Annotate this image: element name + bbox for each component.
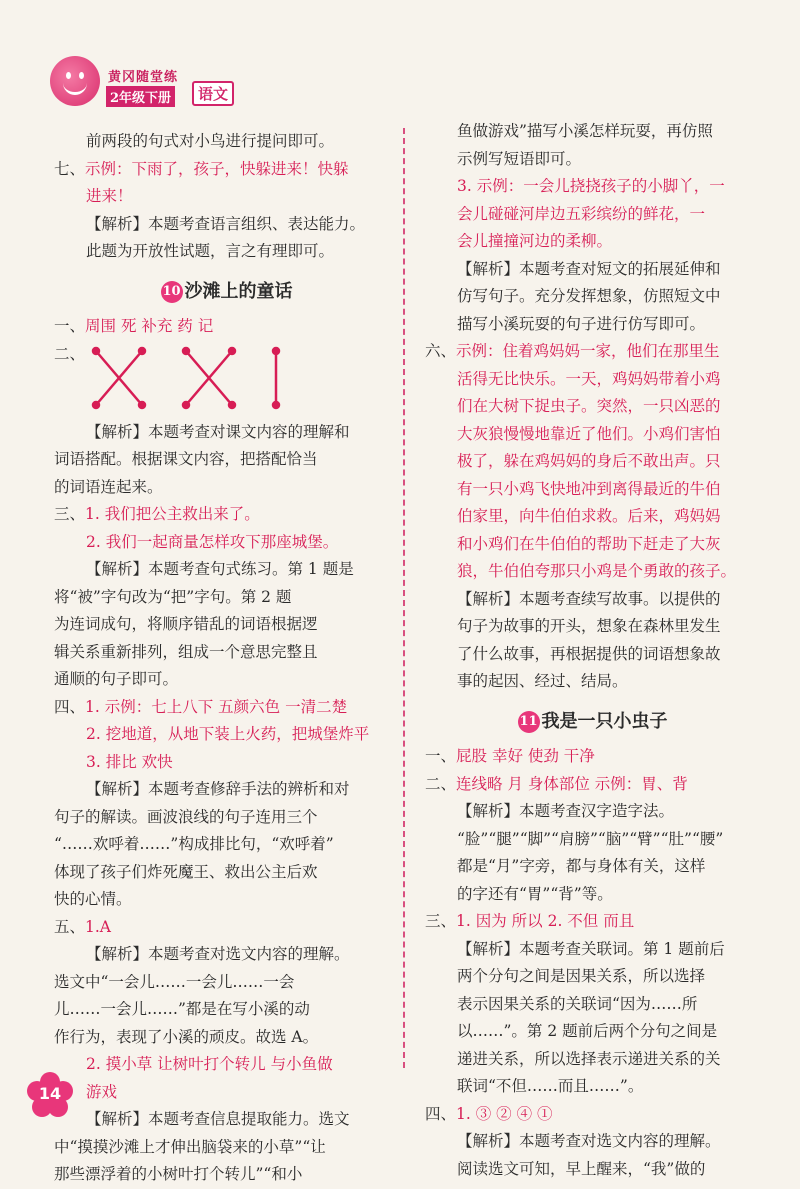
explanation: 为连词成句，将顺序错乱的词语根据逻: [54, 615, 318, 633]
explanation: 【解析】本题考查汉字造字法。: [457, 802, 675, 820]
answer-text: 们在大树下捉虫子。突然，一只凶恶的: [457, 397, 721, 415]
answer-text: 活得无比快乐。一天，鸡妈妈带着小鸡: [457, 369, 721, 388]
series-title: 黄冈随堂练: [108, 70, 179, 85]
explanation: 事的起因、经过、结局。: [457, 672, 628, 690]
lesson-10-heading: [54, 278, 399, 306]
answer-text: 大灰狼慢慢地靠近了他们。小鸡们害怕: [457, 424, 721, 443]
answer-text: 2. 摸小草 让树叶打个转儿 与小鱼做: [86, 1055, 333, 1073]
question-number: 二、: [425, 774, 457, 793]
page-number: 14: [38, 1084, 62, 1103]
answer-text: 2. 挖地道，从地下装上火药，把城堡炸平: [86, 725, 370, 743]
explanation: 此题为开放性试题，言之有理即可。: [86, 242, 335, 260]
explanation: 【解析】本题考查对课文内容的理解和: [86, 422, 350, 441]
question-number: 六、: [425, 342, 457, 360]
explanation: 两个分句之间是因果关系，所以选择: [457, 967, 706, 985]
answer-text: 示例：下雨了，孩子，快躲进来！快躲: [85, 159, 349, 178]
explanation: 【解析】本题考查修辞手法的辨析和对: [86, 780, 350, 798]
answer-text: 1. 因为 所以 2. 不但 而且: [456, 912, 635, 930]
answer-text: 连线略 月 身体部位 示例：胃、背: [456, 774, 688, 793]
answer-text: 有一只小鸡飞快地冲到离得最近的牛伯: [457, 479, 721, 498]
explanation: 鱼做游戏”描写小溪怎样玩耍，再仿照: [457, 122, 713, 140]
question-number: 五、: [54, 917, 86, 936]
explanation: 将“被”字句改为“把”字句。第 2 题: [54, 587, 292, 606]
question-number: 一、: [54, 317, 86, 335]
question-number: 三、: [54, 505, 86, 523]
explanation: 句子为故事的开头，想象在森林里发生: [457, 617, 721, 635]
lesson-title: 沙滩上的童话: [184, 280, 293, 302]
explanation: 联词“不但……而且……”。: [457, 1077, 644, 1095]
explanation: “脸”“腿”“脚”“肩膀”“脑”“臂”“肚”“腰”: [457, 829, 724, 848]
matching-lines: [54, 341, 399, 419]
explanation: 【解析】本题考查信息提取能力。选文: [86, 1110, 350, 1128]
matching-lines-diagram: [90, 343, 290, 413]
explanation: 的字还有“胃”“背”等。: [457, 884, 613, 903]
explanation: 仿写句子。充分发挥想象，仿照短文中: [457, 287, 721, 305]
explanation: 词语搭配。根据课文内容，把搭配恰当: [54, 450, 318, 468]
explanation: 儿……一会儿……”都是在写小溪的动: [54, 1000, 310, 1018]
explanation: 表示因果关系的关联词“因为……所: [457, 994, 698, 1013]
question-number: 三、: [425, 912, 457, 930]
explanation: 阅读选文可知，早上醒来，“我”做的: [457, 1159, 706, 1178]
explanation: 【解析】本题考查关联词。第 1 题前后: [457, 939, 725, 958]
grade-label: 2年级下册: [106, 86, 175, 107]
answer-text: 和小鸡们在牛伯伯的帮助下赶走了大灰: [457, 534, 721, 553]
explanation: 【解析】本题考查对选文内容的理解。: [86, 945, 350, 963]
explanation: 那些漂浮着的小树叶打个转儿”“和小: [54, 1165, 303, 1183]
question-number: 七、: [54, 159, 86, 178]
explanation: 以……”。第 2 题前后两个分句之间是: [457, 1022, 718, 1040]
answer-text: 会儿撞撞河边的柔柳。: [457, 232, 613, 250]
subject-label: 语文: [192, 81, 234, 106]
answer-text: 极了，躲在鸡妈妈的身后不敢出声。只: [457, 452, 721, 470]
explanation: 【解析】本题考查对选文内容的理解。: [457, 1132, 721, 1150]
lesson-number-badge: 11: [518, 711, 540, 733]
lesson-11-heading: [425, 708, 760, 736]
explanation: “……欢呼着……”构成排比句，“欢呼着”: [54, 835, 334, 853]
answer-text: 1. 示例：七上八下 五颜六色 一清二楚: [85, 697, 348, 716]
explanation: 递进关系，所以选择表示递进关系的关: [457, 1049, 721, 1068]
answer-text: 示例：住着鸡妈妈一家，他们在那里生: [456, 342, 720, 360]
answer-text: 会儿碰碰河岸边五彩缤纷的鲜花，一: [457, 204, 706, 223]
answer-text: 周围 死 补充 药 记: [85, 317, 214, 335]
answer-text: 屁股 幸好 使劲 干净: [456, 747, 595, 765]
answer-text: 2. 我们一起商量怎样攻下那座城堡。: [86, 532, 339, 551]
lesson-title: 我是一只小虫子: [541, 710, 668, 732]
column-divider: [403, 128, 405, 1068]
answer-text: 1. 我们把公主救出来了。: [85, 505, 260, 523]
explanation: 句子的解读。画波浪线的句子连用三个: [54, 807, 318, 826]
explanation: 快的心情。: [54, 890, 132, 908]
right-column: [425, 118, 760, 1183]
left-column: [54, 128, 399, 1189]
explanation: 描写小溪玩耍的句子进行仿写即可。: [457, 314, 706, 333]
explanation: 了什么故事，再根据提供的词语想象故: [457, 644, 721, 663]
explanation: 选文中“一会儿……一会儿……一会: [54, 972, 295, 991]
explanation: 示例写短语即可。: [457, 149, 582, 168]
smiley-logo-icon: [50, 56, 100, 106]
answer-text: 进来！: [86, 187, 133, 205]
explanation: 作行为，表现了小溪的顽皮。故选 A。: [54, 1027, 319, 1046]
question-number: 四、: [425, 1104, 457, 1123]
answer-text: 1.A: [85, 917, 111, 936]
explanation: 的词语连起来。: [54, 477, 163, 496]
page-number-badge: [26, 1072, 74, 1120]
text-line: 前两段的句式对小鸟进行提问即可。: [86, 132, 335, 150]
question-number: 二、: [54, 344, 86, 363]
explanation: 【解析】本题考查句式练习。第 1 题是: [86, 560, 354, 578]
explanation: 都是“月”字旁，都与身体有关，这样: [457, 857, 706, 875]
explanation: 【解析】本题考查续写故事。以提供的: [457, 589, 721, 608]
answer-text: 1. ③ ② ④ ①: [456, 1104, 553, 1123]
explanation: 辑关系重新排列，组成一个意思完整且: [54, 642, 318, 661]
explanation: 体现了孩子们炸死魔王、救出公主后欢: [54, 862, 318, 881]
explanation: 【解析】本题考查对短文的拓展延伸和: [457, 259, 721, 278]
lesson-number-badge: 10: [161, 281, 183, 303]
answer-text: 狼，牛伯伯夸那只小鸡是个勇敢的孩子。: [457, 562, 737, 580]
answer-text: 伯家里，向牛伯伯求救。后来，鸡妈妈: [457, 507, 721, 525]
answer-text: 游戏: [86, 1082, 118, 1101]
explanation: 【解析】本题考查语言组织、表达能力。: [86, 214, 366, 233]
explanation: 中“摸摸沙滩上才伸出脑袋来的小草”“让: [54, 1137, 326, 1156]
explanation: 通顺的句子即可。: [54, 670, 179, 688]
question-number: 一、: [425, 747, 457, 765]
answer-text: 3. 排比 欢快: [86, 752, 173, 771]
answer-text: 3. 示例：一会儿挠挠孩子的小脚丫，一: [457, 177, 725, 195]
question-number: 四、: [54, 697, 86, 716]
